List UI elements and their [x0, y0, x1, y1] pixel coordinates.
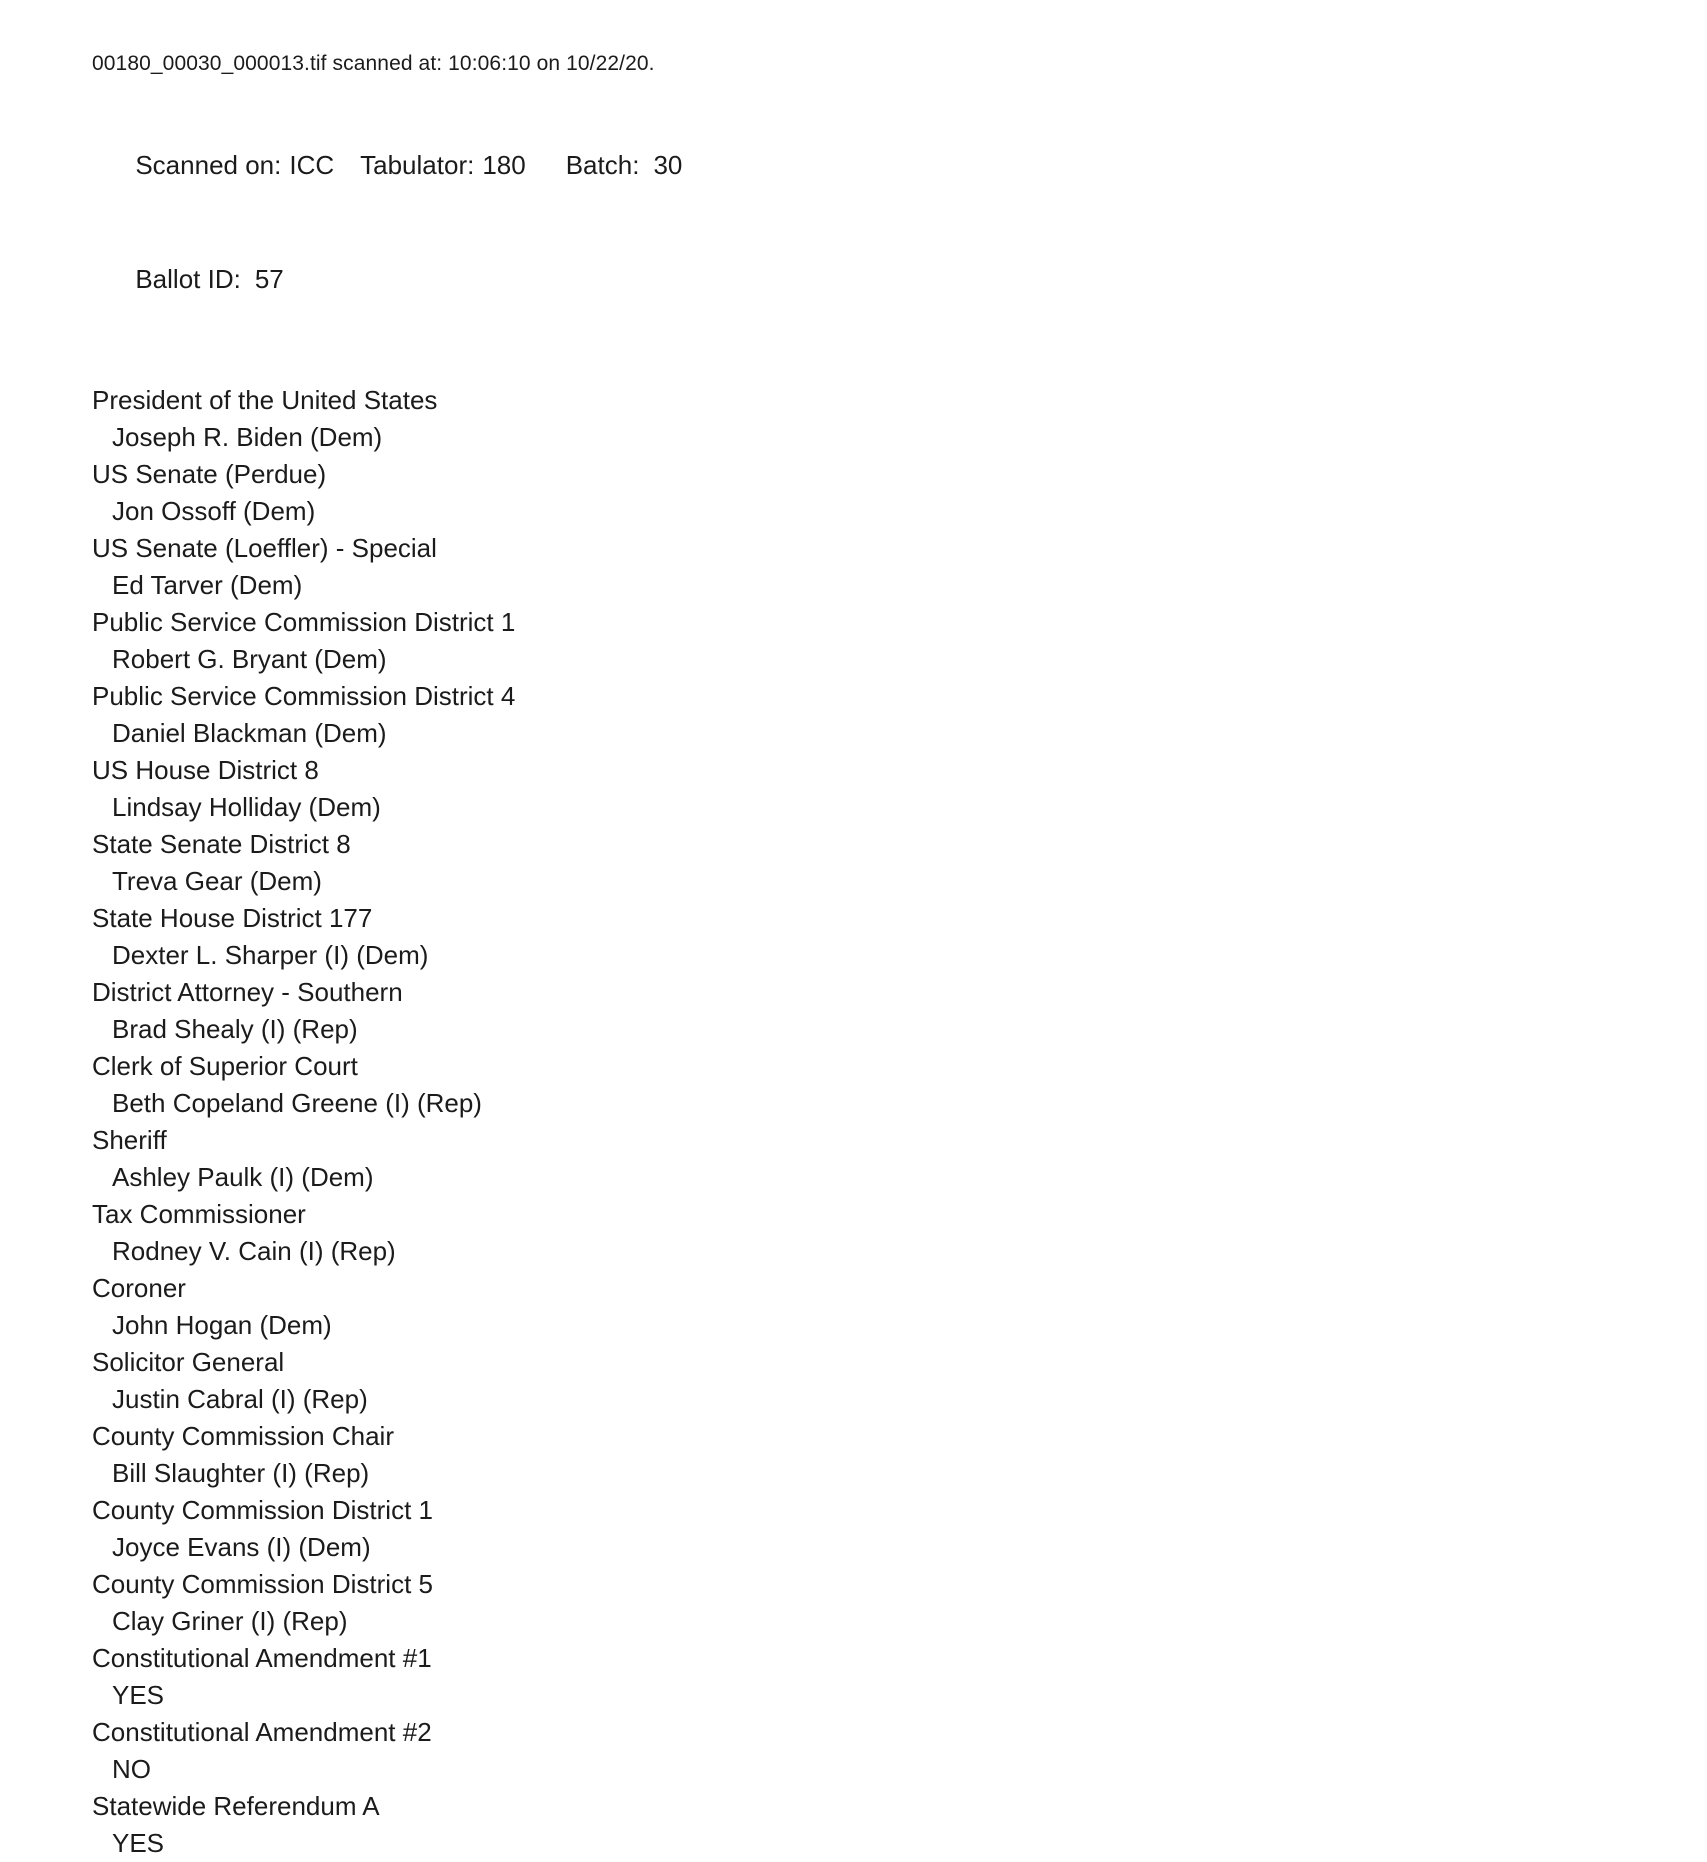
- contest-item: [92, 1344, 1647, 1418]
- contest-item: [92, 1640, 1647, 1714]
- scanner-info-line: [92, 108, 1647, 222]
- contest-office: Statewide Referendum A: [92, 1791, 380, 1821]
- contest-selection: Joyce Evans (I) (Dem): [112, 1532, 371, 1562]
- batch-label: Batch:: [565, 150, 640, 180]
- contest-item: [92, 1048, 1647, 1122]
- contest-item: [92, 974, 1647, 1048]
- contest-selection: Joseph R. Biden (Dem): [112, 422, 383, 452]
- contest-office: State Senate District 8: [92, 829, 351, 859]
- scan-filename-line: 00180_00030_000013.tif scanned at: 10:06:10 on 10/22/20.: [92, 52, 655, 75]
- tabulator-label: Tabulator:: [360, 150, 475, 180]
- contest-office: US Senate (Perdue): [92, 459, 327, 489]
- contest-selection: Jon Ossoff (Dem): [112, 496, 316, 526]
- contest-office: State House District 177: [92, 903, 373, 933]
- contest-item: [92, 1788, 1647, 1862]
- contest-office: County Commission District 5: [92, 1569, 433, 1599]
- contest-selection: Bill Slaughter (I) (Rep): [112, 1458, 370, 1488]
- contest-item: [92, 1566, 1647, 1640]
- contest-selection: Clay Griner (I) (Rep): [112, 1606, 348, 1636]
- contest-selection: Treva Gear (Dem): [112, 866, 322, 896]
- batch-value: 30: [653, 150, 683, 180]
- contest-item: [92, 604, 1647, 678]
- contest-office: Public Service Commission District 1: [92, 607, 516, 637]
- ballot-id-line: [92, 222, 1647, 336]
- contest-item: [92, 456, 1647, 530]
- contest-office: County Commission District 1: [92, 1495, 433, 1525]
- contest-office: Tax Commissioner: [92, 1199, 306, 1229]
- contest-selection: Justin Cabral (I) (Rep): [112, 1384, 368, 1414]
- contest-office: Solicitor General: [92, 1347, 285, 1377]
- contest-item: [92, 1492, 1647, 1566]
- contest-item: [92, 1418, 1647, 1492]
- ballot-id-pair: [135, 264, 283, 294]
- contest-office: US House District 8: [92, 755, 319, 785]
- contest-item: [92, 900, 1647, 974]
- ballot-id-value: 57: [254, 264, 284, 294]
- contest-office: Constitutional Amendment #1: [92, 1643, 432, 1673]
- contest-selection: YES: [112, 1828, 165, 1858]
- contest-office: President of the United States: [92, 385, 438, 415]
- contest-office: Sheriff: [92, 1125, 167, 1155]
- contest-selection: Rodney V. Cain (I) (Rep): [112, 1236, 396, 1266]
- batch-pair: [566, 150, 683, 180]
- scan-meta-block: [92, 108, 1647, 336]
- contest-selection: Ashley Paulk (I) (Dem): [112, 1162, 374, 1192]
- scanned-on-label: Scanned on:: [135, 150, 282, 180]
- contest-selection: Ed Tarver (Dem): [112, 570, 303, 600]
- contest-selection: YES: [112, 1680, 165, 1710]
- contest-office: US Senate (Loeffler) - Special: [92, 533, 437, 563]
- contest-selection: NO: [112, 1754, 151, 1784]
- tabulator-value: 180: [482, 150, 526, 180]
- contest-selection: John Hogan (Dem): [112, 1310, 332, 1340]
- contest-item: [92, 1270, 1647, 1344]
- contest-item: [92, 678, 1647, 752]
- scanned-on-pair: [135, 150, 334, 180]
- contest-selection: Daniel Blackman (Dem): [112, 718, 387, 748]
- contest-selection: Beth Copeland Greene (I) (Rep): [112, 1088, 482, 1118]
- contest-selection: Brad Shealy (I) (Rep): [112, 1014, 358, 1044]
- contest-selection: Lindsay Holliday (Dem): [112, 792, 381, 822]
- ballot-id-label: Ballot ID:: [135, 264, 241, 294]
- contest-item: [92, 752, 1647, 826]
- tabulator-pair: [360, 150, 526, 180]
- contest-item: [92, 1122, 1647, 1196]
- contest-office: District Attorney - Southern: [92, 977, 403, 1007]
- contest-item: [92, 826, 1647, 900]
- contest-office: Public Service Commission District 4: [92, 681, 516, 711]
- contest-selection: Dexter L. Sharper (I) (Dem): [112, 940, 429, 970]
- contest-office: Coroner: [92, 1273, 186, 1303]
- contest-item: [92, 530, 1647, 604]
- contest-item: [92, 1196, 1647, 1270]
- scanned-on-value: ICC: [289, 150, 335, 180]
- contest-item: [92, 1714, 1647, 1788]
- contest-office: Constitutional Amendment #2: [92, 1717, 432, 1747]
- contest-item: [92, 382, 1647, 456]
- contest-selection: Robert G. Bryant (Dem): [112, 644, 387, 674]
- contest-office: Clerk of Superior Court: [92, 1051, 358, 1081]
- contest-office: County Commission Chair: [92, 1421, 394, 1451]
- contest-list: [92, 382, 1647, 1862]
